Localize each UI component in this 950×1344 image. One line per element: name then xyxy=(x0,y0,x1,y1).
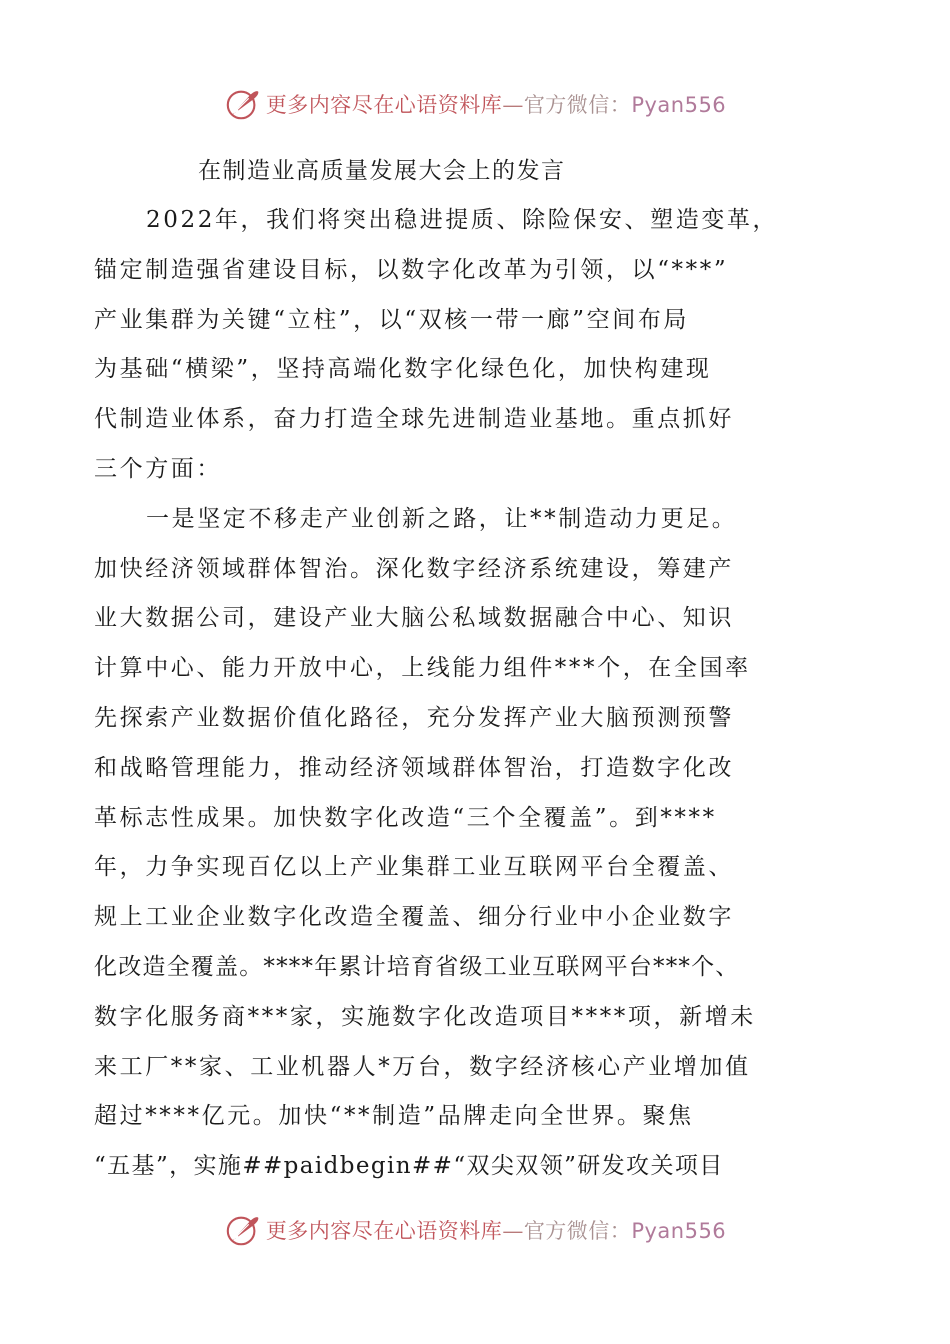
banner-wechat-id: Pyan556 xyxy=(631,93,727,117)
banner-brand: 更多内容尽在心语资料库 xyxy=(265,93,503,117)
paragraph-line: 来工厂**家、工业机器人*万台，数字经济核心产业增加值 xyxy=(94,1053,751,1080)
paragraph-line: 先探索产业数据价值化路径，充分发挥产业大脑预测预警 xyxy=(94,704,734,731)
paragraph-line: 超过****亿元。加快“**制造”品牌走向全世界。聚焦 xyxy=(94,1103,694,1130)
banner-text xyxy=(266,1215,726,1245)
quill-pen-logo-icon xyxy=(224,85,262,123)
paragraph-line: 三个方面： xyxy=(94,455,222,482)
banner-wechat-id: Pyan556 xyxy=(631,1219,727,1243)
footer-banner xyxy=(0,1208,950,1252)
paragraph-line: 数字化服务商***家，实施数字化改造项目****项，新增未 xyxy=(94,1003,756,1030)
quill-pen-logo-icon xyxy=(224,1211,262,1249)
paragraph-2 xyxy=(94,495,826,1192)
paragraph-line: 计算中心、能力开放中心，上线能力组件***个，在全国率 xyxy=(94,655,751,682)
paragraph-line: 为基础“横梁”，坚持高端化数字化绿色化，加快构建现 xyxy=(94,356,712,383)
header-banner xyxy=(0,82,950,126)
banner-wechat-label: 官方微信： xyxy=(523,1219,632,1243)
banner-brand: 更多内容尽在心语资料库 xyxy=(265,1219,503,1243)
document-body xyxy=(94,146,826,1192)
paragraph-line: 一是坚定不移走产业创新之路，让**制造动力更足。 xyxy=(146,505,738,532)
paragraph-line: “五基”，实施##paidbegin##“双尖双领”研发攻关项目 xyxy=(94,1153,724,1180)
paragraph-line: 和战略管理能力，推动经济领域群体智治，打造数字化改 xyxy=(94,754,734,781)
banner-separator: — xyxy=(502,1219,524,1243)
banner-wechat-label: 官方微信： xyxy=(523,93,632,117)
paragraph-line: 锚定制造强省建设目标，以数字化改革为引领，以“***” xyxy=(94,256,729,283)
banner-text xyxy=(266,89,726,119)
paragraph-line: 规上工业企业数字化改造全覆盖、细分行业中小企业数字 xyxy=(94,904,734,931)
paragraph-line: 产业集群为关键“立柱”，以“双核一带一廊”空间布局 xyxy=(94,306,690,333)
paragraph-line: 化改造全覆盖。****年累计培育省级工业互联网平台***个、 xyxy=(94,953,740,980)
paragraph-line: 业大数据公司，建设产业大脑公私域数据融合中心、知识 xyxy=(94,605,734,632)
paragraph-line: 2022年，我们将突出稳进提质、除险保安、塑造变革， xyxy=(146,207,779,233)
banner-separator: — xyxy=(502,93,524,117)
paragraph-line: 加快经济领域群体智治。深化数字经济系统建设，筹建产 xyxy=(94,555,734,582)
paragraph-line: 革标志性成果。加快数字化改造“三个全覆盖”。到**** xyxy=(94,804,717,831)
document-title: 在制造业高质量发展大会上的发言 xyxy=(198,158,566,184)
paragraph-line: 代制造业体系，奋力打造全球先进制造业基地。重点抓好 xyxy=(94,406,734,433)
paragraph-1 xyxy=(94,196,826,495)
paragraph-line: 年，力争实现百亿以上产业集群工业互联网平台全覆盖、 xyxy=(94,854,734,881)
